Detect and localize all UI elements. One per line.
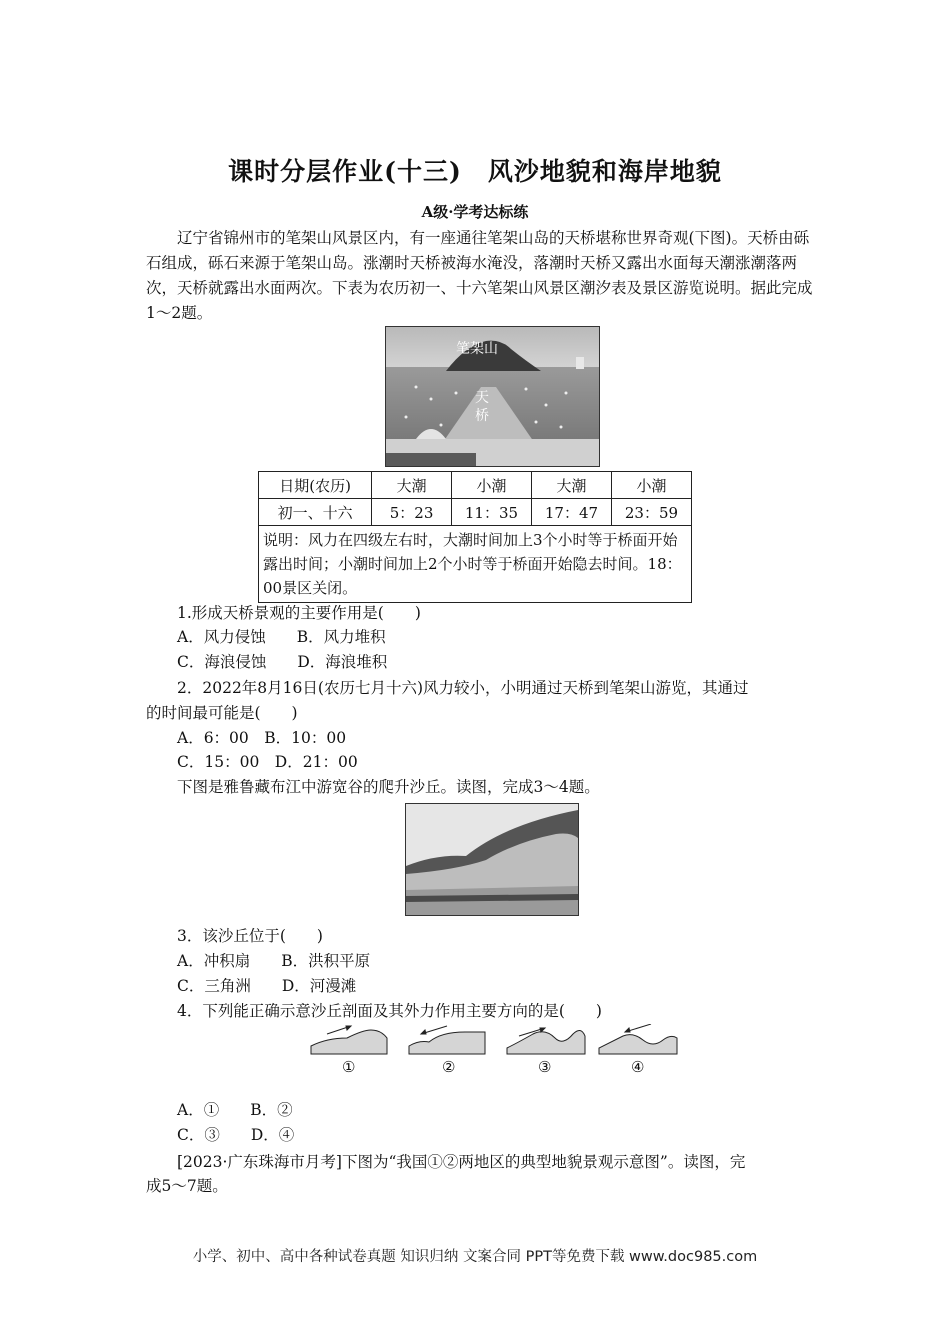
- intro-1-text: 辽宁省锦州市的笔架山风景区内，有一座通往笔架山岛的天桥堪称世界奇观(下图)。天桥由砾石组成，砾石来源于笔架山岛。涨潮时天桥被海水淹没，落潮时天桥又露出水面每天潮涨潮落两次，天桥就露出水面两次。下表为农历初一、十六笔架山风景区潮汐表及景区游览说明。据此完成1～2题。: [146, 229, 813, 322]
- diagram-label-3: ③: [538, 1058, 552, 1076]
- q2-options-ab: A．6：00 B．10：00: [177, 729, 347, 747]
- q4-stem: 4．下列能正确示意沙丘剖面及其外力作用主要方向的是( ): [177, 1002, 602, 1020]
- q2-options-cd: C．15：00 D．21：00: [177, 753, 358, 771]
- label-bridge-2: 桥: [475, 408, 489, 424]
- dune-profile-1: [311, 1030, 387, 1054]
- q1-options-cd: C．海浪侵蚀 D．海浪堆积: [177, 653, 388, 671]
- q4-options-ab: A．① B．②: [177, 1101, 293, 1119]
- header-neap-tide-1: 小潮: [451, 472, 531, 499]
- cell-date: 初一、十六: [259, 499, 372, 526]
- intro-paragraph-3a: [2023·广东珠海市月考]下图为“我国①②两地区的典型地貌景观示意图”。读图，完: [177, 1153, 746, 1171]
- diagram-label-1: ①: [342, 1058, 356, 1076]
- q3-stem: 3．该沙丘位于( ): [177, 927, 323, 945]
- tide-table: [258, 471, 692, 603]
- climbing-dune-photo: [405, 803, 579, 916]
- dune-profile-4: [599, 1035, 677, 1054]
- q3-options-ab: A．冲积扇 B．洪积平原: [177, 952, 371, 970]
- dune-profile-2: [409, 1032, 485, 1054]
- dune-profile-diagrams: [305, 1024, 685, 1080]
- cell-time-4: 23：59: [611, 499, 691, 526]
- header-spring-tide-1: 大潮: [372, 472, 452, 499]
- header-spring-tide-2: 大潮: [531, 472, 611, 499]
- q2-stem-2: 的时间最可能是( ): [146, 704, 298, 722]
- table-row: [259, 499, 692, 526]
- intro-paragraph-3b: 成5～7题。: [146, 1177, 228, 1195]
- header-date: 日期(农历): [259, 472, 372, 499]
- label-bridge-1: 天: [475, 390, 489, 406]
- intro-paragraph-1: [146, 226, 816, 326]
- q2-stem-1: 2．2022年8月16日(农历七月十六)风力较小，小明通过天桥到笔架山游览，其通过: [177, 679, 749, 697]
- q1-options-ab: A．风力侵蚀 B．风力堆积: [177, 628, 386, 646]
- table-note-row: [259, 526, 692, 603]
- label-mountain: 笔架山: [456, 341, 498, 357]
- table-note: 说明：风力在四级左右时，大潮时间加上3个小时等于桥面开始露出时间；小潮时间加上2个小时等于桥面开始隐去时间。18：00景区关闭。: [259, 526, 692, 603]
- cell-time-1: 5：23: [372, 499, 452, 526]
- cell-time-2: 11：35: [451, 499, 531, 526]
- page-title: 课时分层作业(十三) 风沙地貌和海岸地貌: [228, 157, 722, 186]
- level-heading: A级·学考达标练: [421, 203, 529, 221]
- q3-options-cd: C．三角洲 D．河漫滩: [177, 977, 357, 995]
- header-neap-tide-2: 小潮: [611, 472, 691, 499]
- footer-text: 小学、初中、高中各种试卷真题 知识归纳 文案合同 PPT等免费下载 www.doc985.com: [192, 1249, 758, 1265]
- table-header-row: [259, 472, 692, 499]
- dune-profiles-svg: [305, 1024, 685, 1058]
- q4-options-cd: C．③ D．④: [177, 1126, 295, 1144]
- dune-profile-3: [507, 1030, 585, 1054]
- diagram-label-4: ④: [631, 1058, 645, 1076]
- bijiashan-photo: [385, 326, 600, 467]
- diagram-label-2: ②: [442, 1058, 456, 1076]
- intro-paragraph-2: 下图是雅鲁藏布江中游宽谷的爬升沙丘。读图，完成3～4题。: [177, 778, 600, 796]
- climbing-dune-svg: [406, 804, 578, 915]
- q1-stem: 1.形成天桥景观的主要作用是( ): [177, 604, 421, 622]
- cell-time-3: 17：47: [531, 499, 611, 526]
